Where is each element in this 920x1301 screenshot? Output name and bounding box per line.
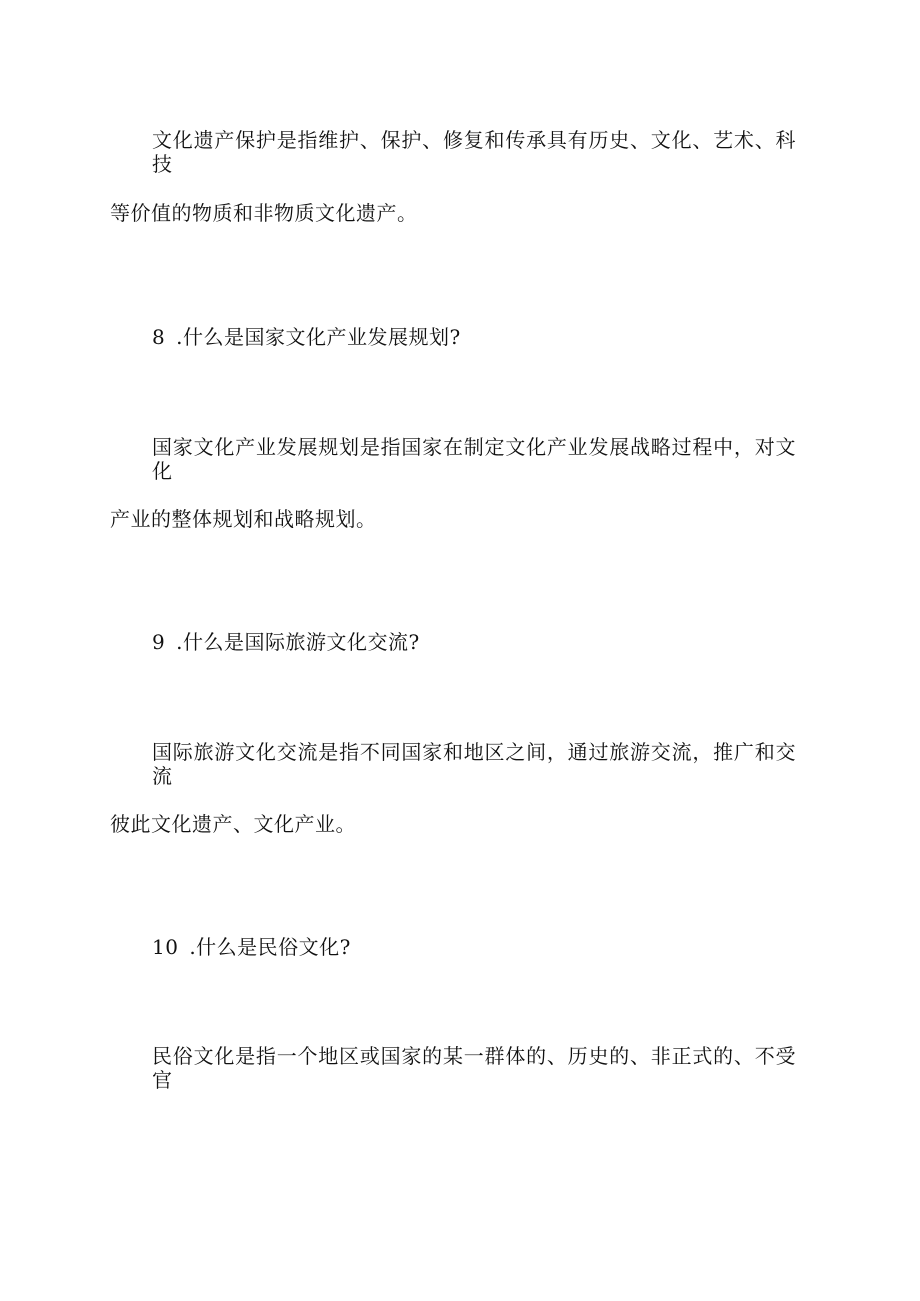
question-text: .什么是民俗文化?: [189, 935, 351, 959]
question-9-heading: [152, 630, 420, 654]
paragraph-tourism-exchange-line-2: 彼此文化遗产、文化产业。: [110, 812, 356, 836]
question-text: .什么是国家文化产业发展规划?: [176, 325, 461, 349]
paragraph-industry-plan-line-1: 国家文化产业发展规划是指国家在制定文化产业发展战略过程中，对文化: [152, 435, 796, 483]
paragraph-heritage-line-2: 等价值的物质和非物质文化遗产。: [110, 201, 418, 225]
question-8-heading: [152, 325, 461, 349]
paragraph-heritage-line-1: 文化遗产保护是指维护、保护、修复和传承具有历史、文化、艺术、科技: [152, 128, 796, 176]
question-10-heading: [152, 935, 351, 959]
paragraph-folk-culture-line-1: 民俗文化是指一个地区或国家的某一群体的、历史的、非正式的、不受官: [152, 1044, 796, 1092]
question-text: .什么是国际旅游文化交流?: [176, 630, 420, 654]
question-number: 8: [152, 325, 166, 349]
paragraph-tourism-exchange-line-1: 国际旅游文化交流是指不同国家和地区之间，通过旅游交流，推广和交流: [152, 740, 796, 788]
question-number: 10: [152, 935, 179, 959]
paragraph-industry-plan-line-2: 产业的整体规划和战略规划。: [110, 507, 377, 531]
question-number: 9: [152, 630, 166, 654]
